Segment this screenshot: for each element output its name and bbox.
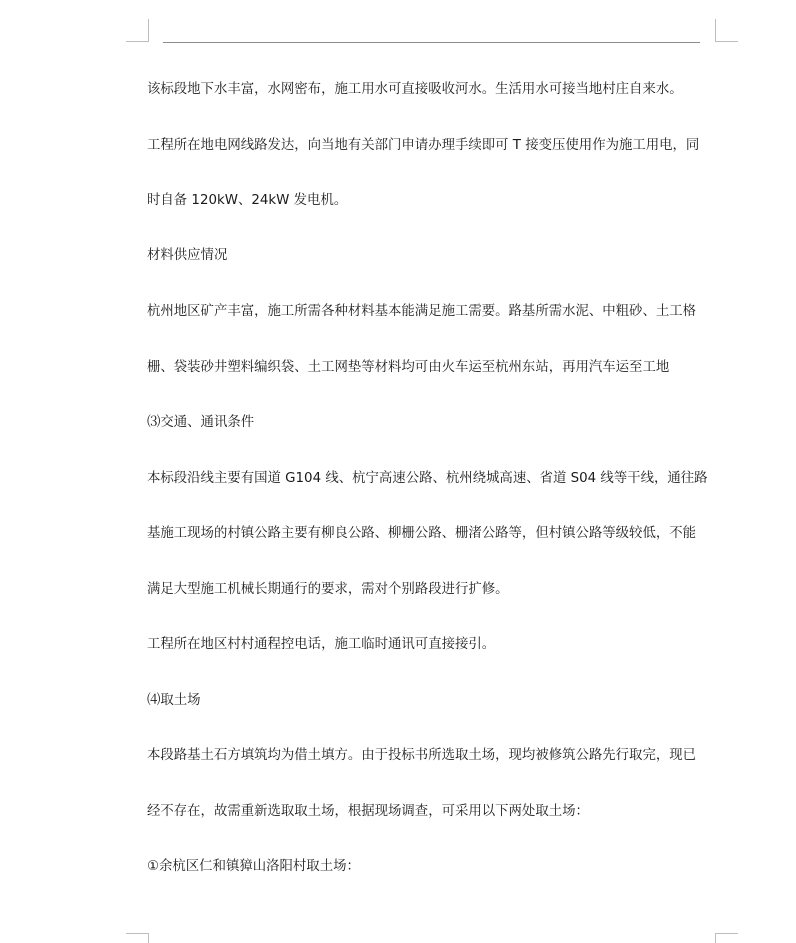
section-heading-traffic: ⑶交通、通讯条件 bbox=[147, 415, 255, 430]
crop-mark-bottom-right bbox=[715, 933, 738, 943]
text-line-13: 本段路基土石方填筑均为借土填方。由于投标书所选取土场，现均被修筑公路先行取完，现已 bbox=[147, 748, 697, 763]
text-line-5: 杭州地区矿产丰富，施工所需各种材料基本能满足施工需要。路基所需水泥、中粗砂、土工格 bbox=[147, 304, 697, 319]
text-line-10: 满足大型施工机械长期通行的要求，需对个别路段进行扩修。 bbox=[147, 582, 509, 597]
text-line-15: ①余杭区仁和镇獐山洛阳村取土场： bbox=[147, 859, 360, 874]
header-rule bbox=[163, 42, 700, 43]
crop-mark-bottom-left bbox=[126, 933, 149, 943]
crop-mark-top-right bbox=[715, 19, 738, 42]
text-line-11: 工程所在地区村村通程控电话，施工临时通讯可直接接引。 bbox=[147, 637, 496, 652]
text-line-3: 时自备 120kW、24kW 发电机。 bbox=[147, 193, 348, 208]
text-line-2: 工程所在地电网线路发达，向当地有关部门申请办理手续即可 T 接变压使用作为施工用电，同 bbox=[147, 138, 700, 153]
text-line-6: 栅、袋装砂井塑料编织袋、土工网垫等材料均可由火车运至杭州东站，再用汽车运至工地 bbox=[147, 360, 670, 375]
text-line-9: 基施工现场的村镇公路主要有柳良公路、柳栅公路、栅渚公路等，但村镇公路等级较低，不能 bbox=[147, 526, 697, 541]
section-heading-borrow-pit: ⑷取土场 bbox=[147, 693, 201, 708]
text-line-1: 该标段地下水丰富，水网密布，施工用水可直接吸收河水。生活用水可接当地村庄自来水。 bbox=[147, 82, 683, 97]
crop-mark-top-left bbox=[126, 19, 149, 42]
text-line-14: 经不存在，故需重新选取取土场，根据现场调查，可采用以下两处取土场： bbox=[147, 804, 589, 819]
section-heading-materials: 材料供应情况 bbox=[147, 248, 228, 263]
text-line-8: 本标段沿线主要有国道 G104 线、杭宁高速公路、杭州绕城高速、省道 S04 线等干线，通往路 bbox=[147, 471, 708, 486]
